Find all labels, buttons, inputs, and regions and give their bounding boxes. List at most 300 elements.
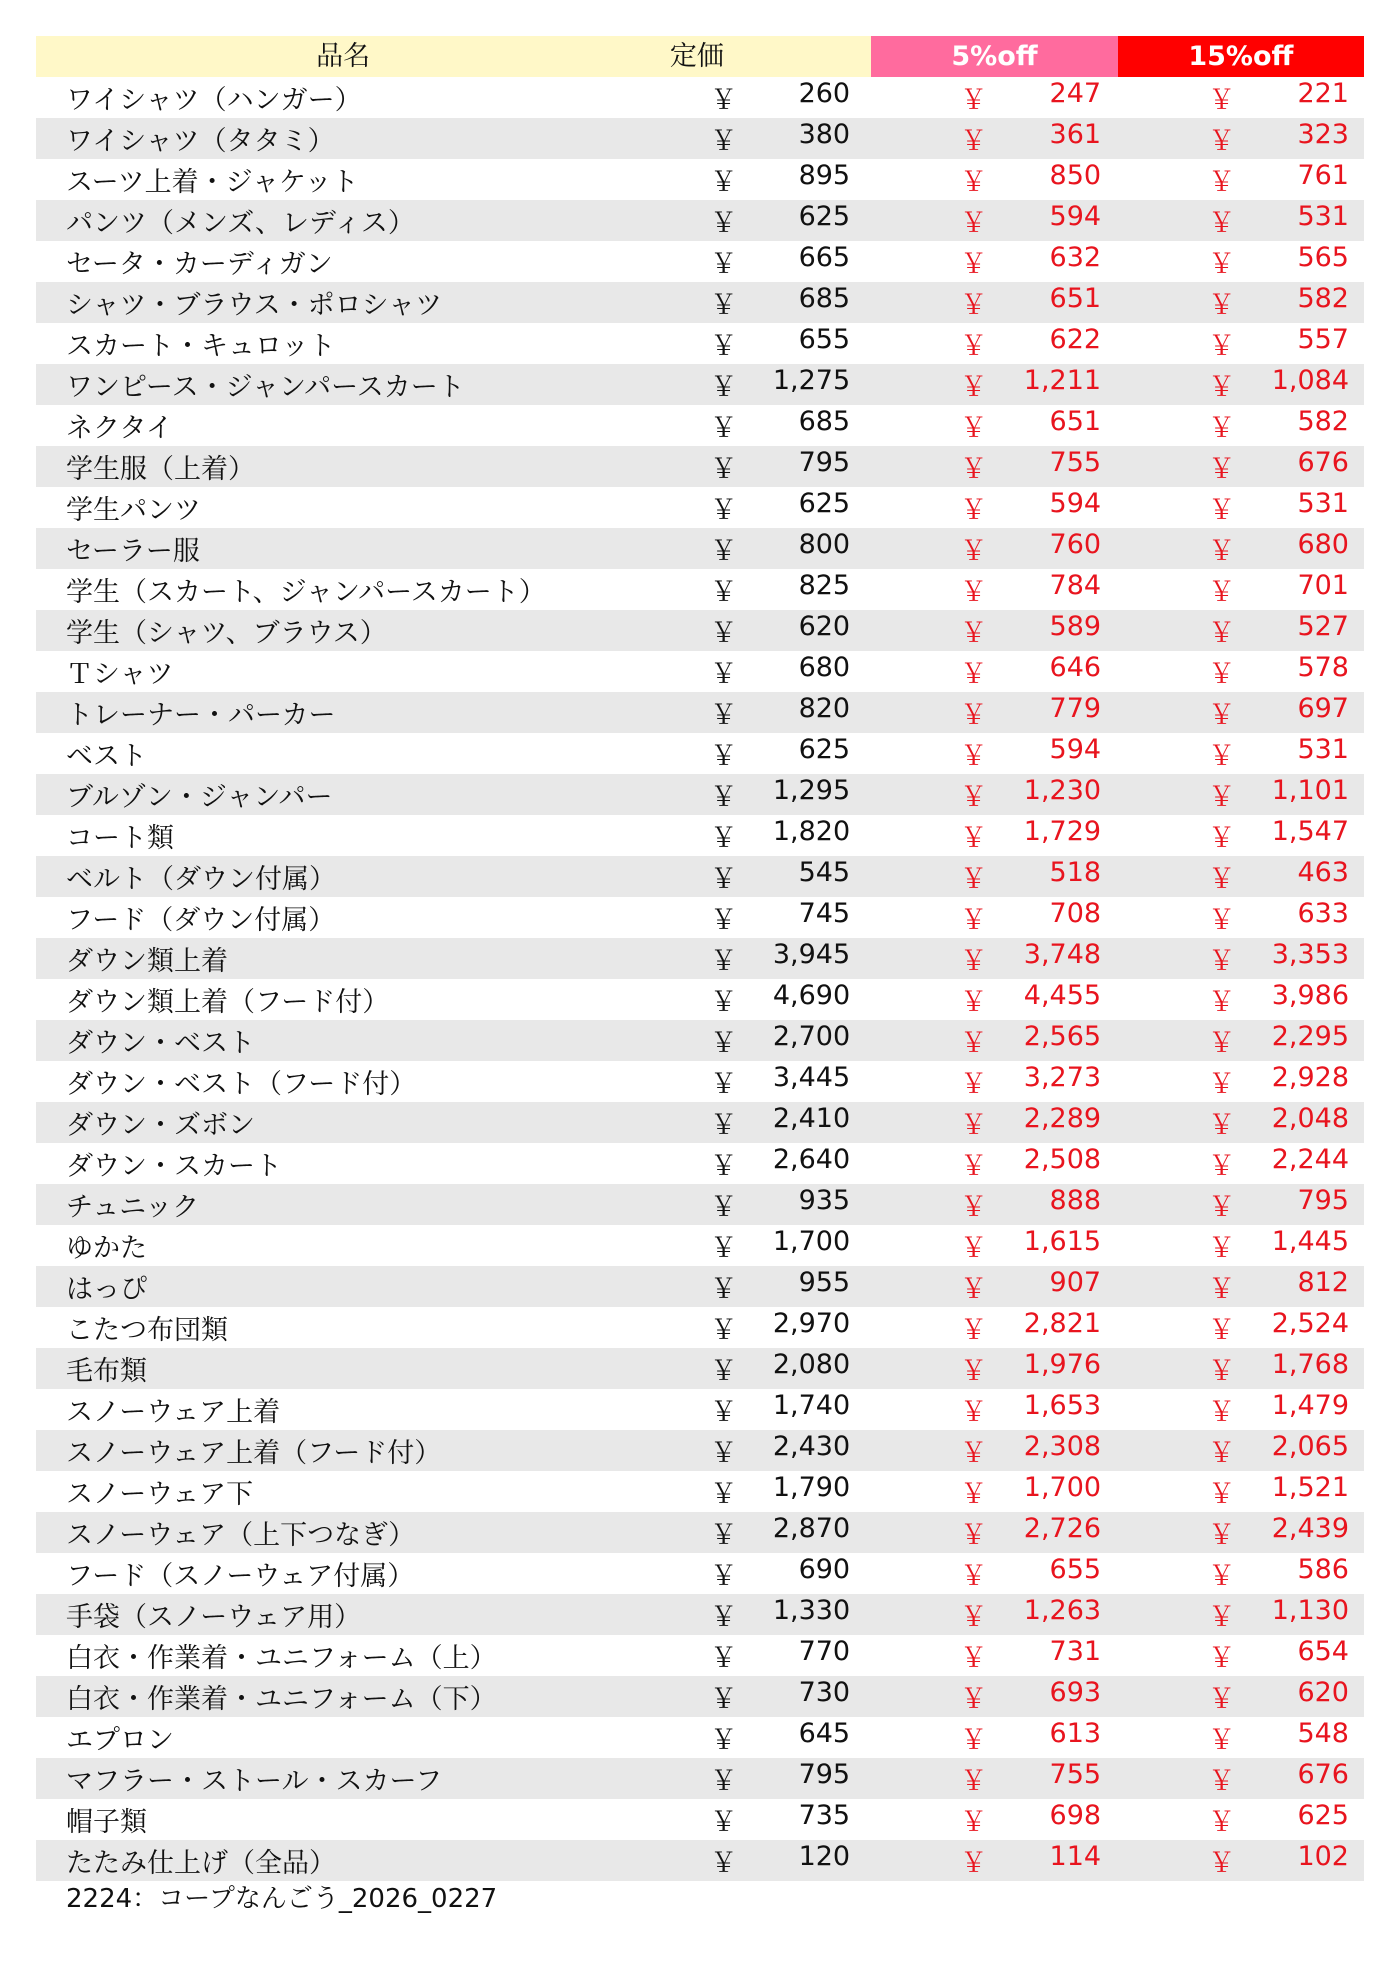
- price-5-off-value: 2,289: [1023, 1103, 1102, 1134]
- price-5-off: [868, 529, 1116, 568]
- regular-price-value: 2,080: [772, 1349, 851, 1380]
- price-15-off-value: 527: [1297, 611, 1349, 642]
- table-row: [36, 979, 1364, 1020]
- price-5-off: [868, 939, 1116, 978]
- currency-symbol: ￥: [960, 331, 988, 362]
- regular-price-value: 2,870: [772, 1513, 851, 1544]
- price-5-off: [868, 980, 1116, 1019]
- price-5-off: [868, 1062, 1116, 1101]
- price-5-off: [868, 78, 1116, 117]
- item-name: たたみ仕上げ（全品）: [66, 1848, 336, 1879]
- regular-price-value: 685: [798, 283, 851, 314]
- price-5-off: [868, 365, 1116, 404]
- price-5-off: [868, 1021, 1116, 1060]
- price-5-off-value: 594: [1049, 201, 1102, 232]
- table-row: [36, 651, 1364, 692]
- price-5-off: [868, 1349, 1116, 1388]
- currency-symbol: ￥: [710, 1151, 738, 1182]
- price-15-off-value: 1,547: [1271, 816, 1349, 847]
- currency-symbol: ￥: [1208, 618, 1236, 649]
- currency-symbol: ￥: [960, 1192, 988, 1223]
- currency-symbol: ￥: [1208, 249, 1236, 280]
- table-row: [36, 1512, 1364, 1553]
- currency-symbol: ￥: [710, 1274, 738, 1305]
- regular-price-value: 2,700: [772, 1021, 851, 1052]
- regular-price-value: 745: [798, 898, 851, 929]
- price-5-off: [868, 1103, 1116, 1142]
- regular-price: [646, 816, 868, 855]
- price-15-off-value: 2,439: [1271, 1513, 1349, 1544]
- currency-symbol: ￥: [710, 1192, 738, 1223]
- item-name: スカート・キュロット: [66, 331, 336, 362]
- price-15-off-value: 2,065: [1271, 1431, 1349, 1462]
- currency-symbol: ￥: [960, 290, 988, 321]
- regular-price-value: 625: [798, 734, 851, 765]
- price-5-off-value: 2,821: [1023, 1308, 1102, 1339]
- regular-price: [646, 693, 868, 732]
- currency-symbol: ￥: [710, 1725, 738, 1756]
- regular-price-value: 1,790: [772, 1472, 851, 1503]
- regular-price-value: 655: [798, 324, 851, 355]
- price-15-off-value: 761: [1297, 160, 1349, 191]
- regular-price-value: 795: [798, 447, 851, 478]
- currency-symbol: ￥: [710, 1479, 738, 1510]
- currency-symbol: ￥: [710, 249, 738, 280]
- item-name: ダウン・スカート: [66, 1151, 282, 1182]
- currency-symbol: ￥: [1208, 1848, 1236, 1879]
- price-15-off: [1116, 652, 1364, 691]
- price-15-off-value: 654: [1297, 1636, 1349, 1667]
- regular-price-value: 380: [798, 119, 851, 150]
- table-row: [36, 692, 1364, 733]
- currency-symbol: ￥: [710, 495, 738, 526]
- currency-symbol: ￥: [710, 1561, 738, 1592]
- table-row: [36, 1348, 1364, 1389]
- price-5-off: [868, 1308, 1116, 1347]
- price-15-off: [1116, 1677, 1364, 1716]
- item-name: スノーウェア上着: [66, 1397, 281, 1428]
- table-row: [36, 938, 1364, 979]
- price-15-off-value: 531: [1297, 201, 1349, 232]
- currency-symbol: ￥: [1208, 1438, 1236, 1469]
- price-15-off: [1116, 447, 1364, 486]
- price-5-off-value: 247: [1049, 78, 1102, 109]
- regular-price: [646, 1185, 868, 1224]
- price-15-off-value: 1,084: [1271, 365, 1349, 396]
- currency-symbol: ￥: [1208, 495, 1236, 526]
- currency-symbol: ￥: [960, 987, 988, 1018]
- table-row: [36, 77, 1364, 118]
- regular-price-value: 620: [798, 611, 851, 642]
- table-row: [36, 1184, 1364, 1225]
- table-row: [36, 1061, 1364, 1102]
- currency-symbol: ￥: [960, 1520, 988, 1551]
- currency-symbol: ￥: [1208, 1028, 1236, 1059]
- price-5-off-value: 2,308: [1023, 1431, 1102, 1462]
- currency-symbol: ￥: [710, 700, 738, 731]
- currency-symbol: ￥: [1208, 1356, 1236, 1387]
- price-15-off: [1116, 1431, 1364, 1470]
- price-15-off-value: 531: [1297, 734, 1349, 765]
- price-5-off: [868, 857, 1116, 896]
- price-5-off-value: 850: [1049, 160, 1102, 191]
- currency-symbol: ￥: [960, 946, 988, 977]
- currency-symbol: ￥: [1208, 85, 1236, 116]
- price-15-off: [1116, 1718, 1364, 1757]
- regular-price: [646, 857, 868, 896]
- price-15-off-value: 633: [1297, 898, 1349, 929]
- item-name: 毛布類: [66, 1356, 147, 1387]
- regular-price: [646, 939, 868, 978]
- price-15-off-value: 1,768: [1271, 1349, 1349, 1380]
- currency-symbol: ￥: [960, 208, 988, 239]
- regular-price: [646, 1472, 868, 1511]
- item-name: ベスト: [66, 741, 147, 772]
- currency-symbol: ￥: [710, 1766, 738, 1797]
- price-5-off-value: 622: [1049, 324, 1102, 355]
- regular-price: [646, 570, 868, 609]
- price-5-off: [868, 1718, 1116, 1757]
- item-name: 学生服（上着）: [66, 454, 255, 485]
- currency-symbol: ￥: [1208, 1520, 1236, 1551]
- price-15-off: [1116, 1800, 1364, 1839]
- regular-price-value: 2,970: [772, 1308, 851, 1339]
- currency-symbol: ￥: [960, 823, 988, 854]
- regular-price-value: 690: [798, 1554, 851, 1585]
- regular-price-value: 1,295: [772, 775, 851, 806]
- table-row: [36, 487, 1364, 528]
- price-5-off-value: 708: [1049, 898, 1102, 929]
- price-5-off-value: 784: [1049, 570, 1102, 601]
- currency-symbol: ￥: [960, 413, 988, 444]
- currency-symbol: ￥: [960, 1397, 988, 1428]
- currency-symbol: ￥: [710, 864, 738, 895]
- currency-symbol: ￥: [1208, 1643, 1236, 1674]
- price-5-off-value: 760: [1049, 529, 1102, 560]
- price-5-off-value: 1,976: [1023, 1349, 1102, 1380]
- currency-symbol: ￥: [1208, 208, 1236, 239]
- currency-symbol: ￥: [1208, 1315, 1236, 1346]
- price-15-off-value: 676: [1297, 1759, 1349, 1790]
- regular-price: [646, 775, 868, 814]
- currency-symbol: ￥: [1208, 946, 1236, 977]
- price-5-off: [868, 1390, 1116, 1429]
- regular-price-value: 545: [798, 857, 851, 888]
- price-15-off: [1116, 980, 1364, 1019]
- regular-price-value: 820: [798, 693, 851, 724]
- price-5-off: [868, 1513, 1116, 1552]
- price-15-off-value: 531: [1297, 488, 1349, 519]
- price-15-off: [1116, 1021, 1364, 1060]
- regular-price: [646, 160, 868, 199]
- item-name: 学生（シャツ、ブラウス）: [66, 618, 387, 649]
- price-15-off: [1116, 1103, 1364, 1142]
- item-name: Ｔシャツ: [66, 659, 174, 690]
- regular-price: [646, 1226, 868, 1265]
- item-name: こたつ布団類: [66, 1315, 228, 1346]
- price-5-off: [868, 1677, 1116, 1716]
- column-header-15-off: 15%off: [1118, 36, 1364, 77]
- regular-price-value: 770: [798, 1636, 851, 1667]
- table-body: [36, 77, 1364, 1881]
- currency-symbol: ￥: [1208, 1684, 1236, 1715]
- currency-symbol: ￥: [710, 1233, 738, 1264]
- currency-symbol: ￥: [960, 495, 988, 526]
- price-5-off: [868, 570, 1116, 609]
- price-15-off: [1116, 1759, 1364, 1798]
- currency-symbol: ￥: [960, 167, 988, 198]
- price-15-off-value: 1,479: [1271, 1390, 1349, 1421]
- currency-symbol: ￥: [710, 1028, 738, 1059]
- price-5-off: [868, 283, 1116, 322]
- currency-symbol: ￥: [710, 659, 738, 690]
- price-5-off: [868, 1472, 1116, 1511]
- regular-price: [646, 488, 868, 527]
- regular-price-value: 1,820: [772, 816, 851, 847]
- currency-symbol: ￥: [1208, 1110, 1236, 1141]
- price-5-off-value: 632: [1049, 242, 1102, 273]
- table-row: [36, 1553, 1364, 1594]
- price-15-off: [1116, 611, 1364, 650]
- price-15-off-value: 548: [1297, 1718, 1349, 1749]
- currency-symbol: ￥: [960, 864, 988, 895]
- regular-price-value: 665: [798, 242, 851, 273]
- regular-price-value: 3,445: [772, 1062, 851, 1093]
- table-row: [36, 1635, 1364, 1676]
- table-row: [36, 1102, 1364, 1143]
- regular-price: [646, 406, 868, 445]
- price-15-off: [1116, 1595, 1364, 1634]
- price-15-off: [1116, 570, 1364, 609]
- regular-price: [646, 1677, 868, 1716]
- regular-price-value: 4,690: [772, 980, 851, 1011]
- regular-price-value: 895: [798, 160, 851, 191]
- currency-symbol: ￥: [1208, 1069, 1236, 1100]
- currency-symbol: ￥: [960, 741, 988, 772]
- currency-symbol: ￥: [710, 413, 738, 444]
- price-5-off: [868, 693, 1116, 732]
- price-5-off: [868, 488, 1116, 527]
- currency-symbol: ￥: [1208, 1397, 1236, 1428]
- regular-price: [646, 1513, 868, 1552]
- price-5-off-value: 2,565: [1023, 1021, 1102, 1052]
- price-15-off: [1116, 1226, 1364, 1265]
- currency-symbol: ￥: [1208, 1192, 1236, 1223]
- price-15-off: [1116, 898, 1364, 937]
- regular-price: [646, 1103, 868, 1142]
- regular-price-value: 1,330: [772, 1595, 851, 1626]
- regular-price-value: 1,275: [772, 365, 851, 396]
- regular-price: [646, 1390, 868, 1429]
- currency-symbol: ￥: [960, 1479, 988, 1510]
- currency-symbol: ￥: [710, 946, 738, 977]
- currency-symbol: ￥: [960, 454, 988, 485]
- price-15-off-value: 1,101: [1271, 775, 1349, 806]
- price-15-off: [1116, 406, 1364, 445]
- currency-symbol: ￥: [960, 126, 988, 157]
- price-15-off-value: 2,928: [1271, 1062, 1349, 1093]
- price-5-off-value: 888: [1049, 1185, 1102, 1216]
- price-5-off: [868, 1144, 1116, 1183]
- item-name: トレーナー・パーカー: [66, 700, 336, 731]
- price-15-off-value: 3,353: [1271, 939, 1349, 970]
- regular-price-value: 935: [798, 1185, 851, 1216]
- price-5-off-value: 594: [1049, 734, 1102, 765]
- price-15-off: [1116, 283, 1364, 322]
- price-15-off: [1116, 939, 1364, 978]
- currency-symbol: ￥: [960, 577, 988, 608]
- price-5-off-value: 693: [1049, 1677, 1102, 1708]
- price-5-off-value: 646: [1049, 652, 1102, 683]
- price-5-off-value: 613: [1049, 1718, 1102, 1749]
- currency-symbol: ￥: [1208, 1151, 1236, 1182]
- price-5-off: [868, 1595, 1116, 1634]
- currency-symbol: ￥: [710, 1520, 738, 1551]
- regular-price: [646, 1308, 868, 1347]
- table-row: [36, 569, 1364, 610]
- item-name: パンツ（メンズ、レディス）: [66, 208, 415, 239]
- price-15-off: [1116, 775, 1364, 814]
- price-5-off: [868, 1226, 1116, 1265]
- price-15-off: [1116, 78, 1364, 117]
- currency-symbol: ￥: [1208, 454, 1236, 485]
- price-15-off-value: 2,048: [1271, 1103, 1349, 1134]
- regular-price-value: 260: [798, 78, 851, 109]
- currency-symbol: ￥: [1208, 1725, 1236, 1756]
- price-15-off: [1116, 529, 1364, 568]
- price-15-off-value: 680: [1297, 529, 1349, 560]
- column-header-name: 品名: [36, 36, 650, 77]
- price-5-off: [868, 201, 1116, 240]
- price-15-off-value: 2,524: [1271, 1308, 1349, 1339]
- currency-symbol: ￥: [960, 372, 988, 403]
- price-15-off-value: 565: [1297, 242, 1349, 273]
- item-name: ブルゾン・ジャンパー: [66, 782, 333, 813]
- price-15-off: [1116, 1554, 1364, 1593]
- currency-symbol: ￥: [960, 1233, 988, 1264]
- price-5-off: [868, 1800, 1116, 1839]
- price-15-off: [1116, 201, 1364, 240]
- item-name: スノーウェア上着（フード付）: [66, 1438, 442, 1469]
- price-5-off-value: 651: [1049, 283, 1102, 314]
- price-5-off: [868, 734, 1116, 773]
- item-name: ダウン類上着: [66, 946, 228, 977]
- price-15-off: [1116, 1308, 1364, 1347]
- price-5-off: [868, 1267, 1116, 1306]
- footer-note: 2224：コープなんごう_2026_0227: [66, 1884, 498, 1914]
- currency-symbol: ￥: [1208, 700, 1236, 731]
- currency-symbol: ￥: [1208, 987, 1236, 1018]
- table-row: [36, 1676, 1364, 1717]
- table-row: [36, 856, 1364, 897]
- price-15-off: [1116, 734, 1364, 773]
- currency-symbol: ￥: [960, 1110, 988, 1141]
- currency-symbol: ￥: [710, 1807, 738, 1838]
- currency-symbol: ￥: [710, 208, 738, 239]
- table-row: [36, 1758, 1364, 1799]
- table-row: [36, 118, 1364, 159]
- currency-symbol: ￥: [960, 1438, 988, 1469]
- table-row: [36, 733, 1364, 774]
- currency-symbol: ￥: [1208, 1561, 1236, 1592]
- price-5-off-value: 1,615: [1023, 1226, 1102, 1257]
- currency-symbol: ￥: [960, 1315, 988, 1346]
- currency-symbol: ￥: [1208, 741, 1236, 772]
- column-header-5-off: 5%off: [871, 36, 1117, 77]
- currency-symbol: ￥: [710, 1397, 738, 1428]
- column-header-regular: [650, 36, 871, 77]
- currency-symbol: ￥: [1208, 864, 1236, 895]
- regular-price: [646, 365, 868, 404]
- regular-price: [646, 1062, 868, 1101]
- price-5-off-value: 1,211: [1023, 365, 1102, 396]
- price-5-off-value: 755: [1049, 1759, 1102, 1790]
- currency-symbol: ￥: [960, 905, 988, 936]
- currency-symbol: ￥: [960, 536, 988, 567]
- price-15-off-value: 1,445: [1271, 1226, 1349, 1257]
- regular-price-value: 795: [798, 1759, 851, 1790]
- item-name: スーツ上着・ジャケット: [66, 167, 359, 198]
- currency-symbol: ￥: [710, 536, 738, 567]
- item-name: はっぴ: [66, 1274, 147, 1305]
- price-15-off-value: 812: [1297, 1267, 1349, 1298]
- item-name: ダウン類上着（フード付）: [66, 987, 390, 1018]
- price-15-off: [1116, 324, 1364, 363]
- table-row: [36, 897, 1364, 938]
- currency-symbol: ￥: [1208, 823, 1236, 854]
- regular-price: [646, 1554, 868, 1593]
- item-name: 学生パンツ: [66, 495, 201, 526]
- price-5-off-value: 651: [1049, 406, 1102, 437]
- price-5-off: [868, 816, 1116, 855]
- column-header-regular-label: 定価: [669, 41, 724, 72]
- price-5-off: [868, 611, 1116, 650]
- currency-symbol: ￥: [1208, 1479, 1236, 1510]
- price-5-off-value: 114: [1049, 1841, 1102, 1872]
- price-15-off-value: 795: [1297, 1185, 1349, 1216]
- currency-symbol: ￥: [960, 1848, 988, 1879]
- price-15-off-value: 102: [1297, 1841, 1349, 1872]
- table-row: [36, 1266, 1364, 1307]
- currency-symbol: ￥: [710, 577, 738, 608]
- regular-price: [646, 1267, 868, 1306]
- currency-symbol: ￥: [960, 1356, 988, 1387]
- currency-symbol: ￥: [1208, 905, 1236, 936]
- price-15-off-value: 463: [1297, 857, 1349, 888]
- table-row: [36, 200, 1364, 241]
- currency-symbol: ￥: [710, 823, 738, 854]
- currency-symbol: ￥: [1208, 413, 1236, 444]
- price-15-off-value: 221: [1297, 78, 1349, 109]
- price-15-off-value: 557: [1297, 324, 1349, 355]
- regular-price: [646, 1349, 868, 1388]
- regular-price: [646, 734, 868, 773]
- price-5-off: [868, 1185, 1116, 1224]
- currency-symbol: ￥: [960, 1684, 988, 1715]
- price-15-off: [1116, 1636, 1364, 1675]
- table-row: [36, 1020, 1364, 1061]
- currency-symbol: ￥: [960, 1766, 988, 1797]
- price-5-off: [868, 242, 1116, 281]
- price-5-off-value: 655: [1049, 1554, 1102, 1585]
- regular-price: [646, 447, 868, 486]
- currency-symbol: ￥: [710, 290, 738, 321]
- currency-symbol: ￥: [710, 741, 738, 772]
- price-15-off-value: 2,295: [1271, 1021, 1349, 1052]
- currency-symbol: ￥: [960, 1069, 988, 1100]
- currency-symbol: ￥: [710, 1602, 738, 1633]
- price-15-off-value: 582: [1297, 283, 1349, 314]
